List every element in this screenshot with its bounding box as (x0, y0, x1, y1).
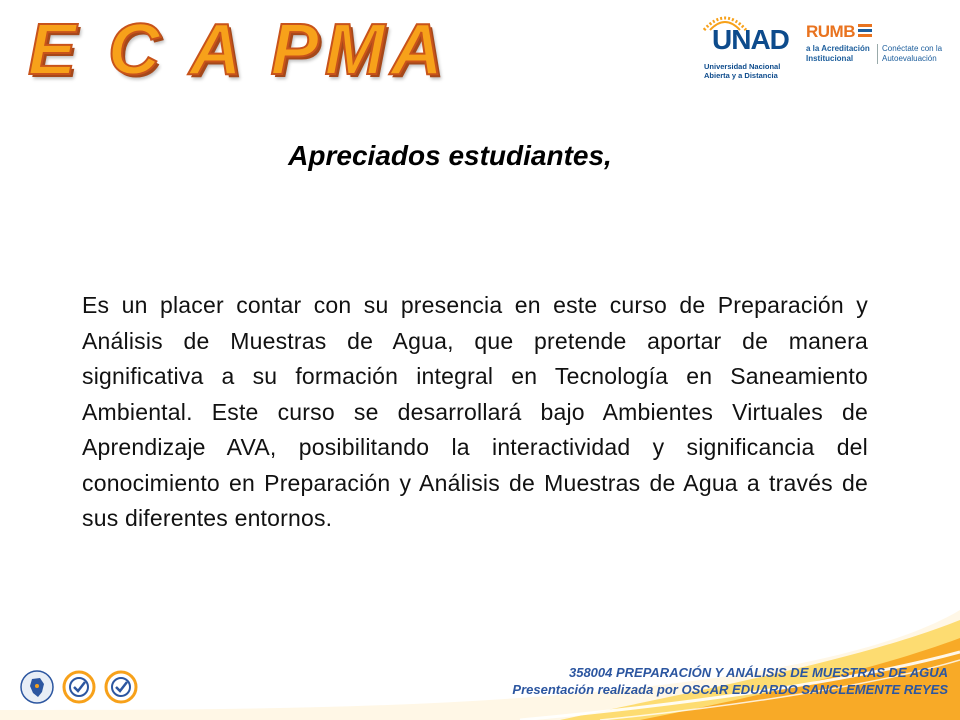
footer-icons (20, 664, 140, 712)
greeting-heading: Apreciados estudiantes, (288, 140, 612, 171)
rumbo-logo-subtitle: a la Acreditación Institucional (806, 44, 870, 63)
footer-author-line: Presentación realizada por OSCAR EDUARDO SANCLEMENTE REYES (512, 682, 948, 697)
welcome-paragraph: Es un placer contar con su presencia en este curso de Preparación y Análisis de Muestras de Agua, que pretende aportar de manera significativa a su formación integral en Tecnología en Saneamiento Ambiental. Este curso se desarrollará bajo Ambientes Virtuales de Aprendizaje AVA, posibilitando la interactividad y significancia del conocimiento en Preparación y Análisis de Muestras de Agua a través de sus diferentes entornos. (82, 292, 868, 531)
rumbo-tagline: Conéctate con la Autoevaluación (882, 44, 943, 63)
unad-logo-word: UNAD (712, 24, 789, 55)
footer-course-line: 358004 PREPARACIÓN Y ANÁLISIS DE MUESTRAS DE AGUA (568, 665, 948, 680)
sgs-certification-icon (62, 670, 96, 704)
footer-credits (428, 664, 948, 698)
unad-logo (700, 10, 792, 82)
rumbo-logo-word: RUMB (806, 22, 855, 41)
unad-logo-subtitle: Universidad Nacional Abierta y a Distancia (704, 62, 781, 80)
rumbo-divider (877, 44, 878, 64)
ecapma-title: E C A PMA (28, 10, 449, 90)
rumbo-logo (806, 22, 946, 74)
sgs-certification-icon (104, 670, 138, 704)
rumbo-o-icon (858, 23, 874, 41)
colombia-map-icon (20, 670, 54, 704)
